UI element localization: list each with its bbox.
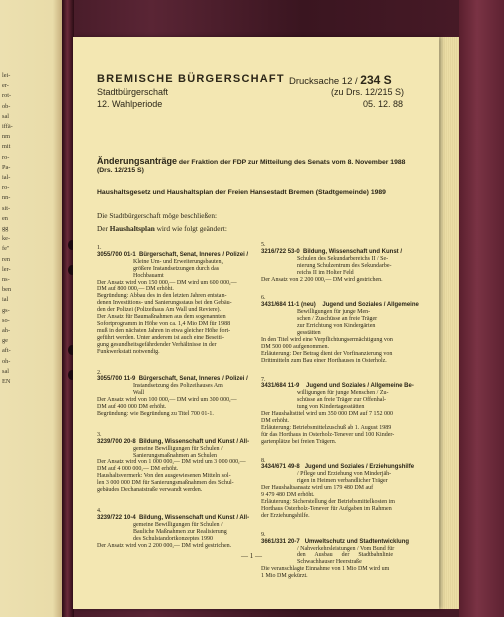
- item-number: 9.: [261, 531, 266, 538]
- item-text-line: reichs II im Holter Feld: [261, 269, 354, 276]
- item-text-line: 9 479 480 DM erhöht.: [261, 492, 315, 499]
- fragment-text: lei-: [2, 72, 11, 79]
- item-text-line: größere Instandsetzungen durch das: [97, 265, 220, 272]
- fragment-text: ial: [2, 296, 9, 304]
- item-number: 2.: [97, 369, 102, 376]
- item-text-line: den der Polizei (Polizeihaus Am Wall und Reviere).: [97, 307, 222, 314]
- fragment-text: er-: [2, 82, 9, 90]
- item-text-line: tung von Kindertagesstätten: [261, 404, 365, 411]
- legislative-period: 12. Wahlperiode: [97, 99, 163, 109]
- item-text-line: Funkwerkstatt notwendig.: [97, 348, 160, 355]
- item-text-line: gebäudes Dechanatstraße verwandt werden.: [97, 487, 203, 494]
- item-text-line: nierung Schulzentrum des Sekundarbe-: [261, 262, 392, 269]
- budget-title-line: 3055/700 11-9 Bürgerschaft, Senat, Inneres / Polizei /: [97, 376, 248, 383]
- binder-cover: [459, 0, 504, 617]
- document-page: [73, 37, 439, 609]
- item-number: 1.: [97, 245, 102, 251]
- item-number: 7.: [261, 376, 266, 383]
- chamber-name: Stadtbürgerschaft: [97, 87, 169, 97]
- item-text-line: Der Ansatz von 2 200 000,— DM wird gestrichen.: [261, 276, 383, 283]
- fragment-text: mit: [2, 143, 11, 151]
- right-column: [261, 242, 431, 580]
- item-text-line: DM auf 400 000 DM erhöht.: [97, 404, 167, 411]
- item-text-line: Sanierungsmaßnahmen an Schulen: [97, 452, 217, 459]
- item-text-line: Die veranschlagte Einnahme von 1 Mio DM wird um: [261, 566, 390, 573]
- page-stack-edge: [439, 37, 459, 609]
- budget-title-line: 3661/331 20-7 Umweltschutz und Stadtentwicklung: [261, 538, 410, 545]
- item-text-line: Bewilligungen für junge Men-: [261, 309, 371, 316]
- item-text-line: zur Errichtung von Kindergärten: [261, 323, 376, 330]
- item-text-line: Der Ansatz wird von 150 000,— DM wird um 600 000,—: [97, 279, 237, 286]
- item-text-line: Drittmitteln zum Bau einer Horthauses in Osterholz.: [261, 357, 387, 364]
- fragment-text: sal: [2, 367, 9, 375]
- item-number: 5.: [261, 242, 266, 248]
- section-gap: [97, 356, 259, 370]
- item-number: 3.: [97, 431, 102, 438]
- item-text-line: rigen in Heimen verbandlicher Träger: [261, 478, 388, 485]
- item-text-line: Der Ansatz wird von 100 000,— DM wird um 300 000,—: [97, 397, 237, 404]
- item-text-line: Schulen des Sekundarbereichs II / Se-: [261, 255, 389, 262]
- budget-title-line: 3055/700 01-1 Bürgerschaft, Senat, Inneres / Polizei /: [97, 251, 249, 258]
- reference: (zu Drs. 12/215 S): [331, 87, 405, 97]
- item-text-line: für das Horthaus in Osterholz-Tenever und 100 Kinder-: [261, 431, 395, 438]
- title-rest: der Fraktion der FDP zur Mitteilung des Senats vom 8. November 1988: [177, 159, 406, 166]
- fragment-text: so-: [2, 316, 10, 324]
- item-text-line: geführt werden. Unter anderem ist auch eine Beseiti-: [97, 334, 224, 341]
- fragment-text: oh-: [2, 357, 11, 365]
- fragment-text: ns-: [2, 276, 10, 283]
- fragment-text: ial-: [2, 174, 11, 181]
- item-text-line: DM auf 800 000,— DM erhöht.: [97, 286, 174, 293]
- item-text-line: Bauliche Maßnahmen zur Realisierung: [97, 528, 227, 535]
- item-text-line: den Ausbau der Stadtbahnlinie: [261, 552, 393, 559]
- item-text-line: Haushaltsvermerk: Von den ausgewiesenen Mitteln sol-: [97, 473, 231, 480]
- item-text-line: Begründung: Abbau des in den letzten Jahren entstan-: [97, 293, 227, 300]
- fragment-text: ro-: [2, 153, 10, 161]
- item-text-line: Der Ansatz wird von 2 200 000,— DM wird gestrichen.: [97, 542, 232, 549]
- section-gap: [261, 365, 431, 377]
- item-text-line: Erläuterung: Der Betrag dient der Vorfinanzierung von: [261, 350, 393, 357]
- item-text-line: Instandsetzung des Polizeihauses Am: [97, 383, 223, 390]
- item-text-line: der Erziehungshilfe.: [261, 512, 310, 519]
- previous-page-fragment: [0, 0, 66, 617]
- intro-suffix: wird wie folgt geändert:: [154, 224, 227, 233]
- document-title: [97, 156, 405, 166]
- item-text-line: DM 500 000 aufgenommen.: [261, 343, 329, 350]
- item-text-line: DM erhöht.: [261, 417, 289, 424]
- item-text-line: Der Ansatz für Baumaßnahmen aus dem sogenannten: [97, 314, 226, 321]
- fragment-text: ob-: [2, 102, 11, 110]
- budget-title-line: 3239/722 10-4 Bildung, Wissenschaft und Kunst / All-: [97, 514, 250, 521]
- item-text-line: schüsse an freie Träger zur Offenhal-: [261, 397, 387, 404]
- item-text-line: Horthaus Osterholz-Tenever für Aufgaben im Rahmen: [261, 505, 392, 512]
- item-text-line: Begründung: wie Begründung zu Titel 700 01-1.: [97, 410, 214, 417]
- fragment-text: ge: [2, 337, 8, 345]
- item-text-line: 1 Mio DM gekürzt.: [261, 573, 308, 580]
- item-text-line: gartenplätze bei freien Trägern.: [261, 438, 337, 445]
- item-text-line: gemeine Bewilligungen für Schulen /: [97, 521, 223, 528]
- item-text-line: gesstätten: [261, 329, 321, 336]
- budget-title-line: 3431/684 11-1 (neu) Jugend und Soziales / Allgemeine: [261, 302, 419, 309]
- left-column: [97, 245, 259, 549]
- item-text-line: Der Haushaltstitel wird um 350 000 DM auf 7 152 000: [261, 411, 393, 418]
- item-text-line: Erläuterung: Betriebsmittelzuschuß ab 1. August 1989: [261, 424, 392, 431]
- drucksache-prefix: Drucksache 12 /: [289, 76, 358, 87]
- section-gap: [261, 520, 431, 532]
- fragment-text: ah-: [2, 327, 11, 334]
- item-text-line: In den Titel wird eine Verpflichtungsermächtigung von: [261, 336, 393, 343]
- fragment-text: iffä-: [2, 123, 13, 130]
- item-text-line: denen Investitions- und Sanierungsstaus bei den Gebäu-: [97, 300, 232, 307]
- fragment-text: rot-: [2, 92, 12, 100]
- intro-prefix: Der: [97, 224, 110, 233]
- drucksache-label: [289, 73, 392, 87]
- item-text-line: gung gesundheitsgefährdender Verhältnisse in der: [97, 341, 217, 348]
- intro-amendment: [97, 224, 227, 233]
- section-gap: [261, 446, 431, 458]
- fragment-text: fe": [2, 245, 10, 253]
- fragment-text: nn-: [2, 194, 11, 202]
- budget-title-line: 3239/700 20-8 Bildung, Wissenschaft und Kunst / All-: [97, 438, 250, 445]
- fragment-text: sal: [2, 112, 9, 120]
- title-main: Änderungsanträge: [97, 156, 178, 166]
- fragment-text: gs-: [2, 306, 10, 314]
- item-number: 4.: [97, 508, 102, 514]
- item-text-line: Hochbauamt: [97, 272, 164, 279]
- intro-resolution: Die Stadtbürgerschaft möge beschließen:: [97, 211, 218, 220]
- fragment-text: EN: [2, 378, 11, 385]
- item-text-line: Sofortprogramm in Höhe von ca. 1,4 Mio DM für 1988: [97, 320, 231, 327]
- fragment-text: sit-: [2, 204, 11, 212]
- page-number: — 1 —: [241, 552, 262, 560]
- intro-bold: Haushaltsplan: [109, 224, 155, 233]
- item-text-line: schen / Zuschüsse an freie Träger: [261, 316, 378, 323]
- budget-title-line: 3434/671 49-8 Jugend und Soziales / Erziehungshilfe: [261, 464, 415, 471]
- item-text-line: DM auf 4 000 000,— DM erhöht.: [97, 466, 179, 473]
- org-name: BREMISCHE BÜRGERSCHAFT: [97, 73, 285, 85]
- section-gap: [261, 283, 431, 295]
- fragment-text: ke-: [2, 235, 11, 243]
- date: 05. 12. 88: [363, 99, 404, 109]
- title-reference: (Drs. 12/215 S): [97, 167, 144, 174]
- item-text-line: gemeine Bewilligungen für Schulen /: [97, 445, 223, 452]
- item-text-line: Schwachhauser Heerstraße: [261, 559, 362, 566]
- item-text-line: / Pflege und Erziehung von Minderjäh-: [261, 471, 392, 478]
- item-text-line: Kleine Um- und Erweiterungsbauten,: [97, 258, 223, 265]
- budget-title-line: 3216/722 53-0 Bildung, Wissenschaft und Kunst /: [261, 248, 402, 255]
- item-text-line: / Nahverkehrsleistungen / Vom Bund für: [261, 545, 395, 552]
- item-text-line: Der Haushaltsansatz wird um 179 480 DM auf: [261, 485, 374, 492]
- document-subtitle: Haushaltsgesetz und Haushaltsplan der Freien Hansestadt Bremen (Stadtgemeinde) 1989: [97, 189, 386, 196]
- item-number: 8.: [261, 457, 266, 464]
- item-text-line: Der Ansatz wird von 1 000 000,— DM wird um 3 000 000,—: [97, 459, 246, 466]
- fragment-text: ren: [2, 255, 11, 263]
- fragment-text: ler-: [2, 265, 11, 273]
- item-number: 6.: [261, 295, 266, 302]
- section-gap: [97, 418, 259, 432]
- fragment-text: ben: [2, 286, 12, 294]
- item-text-line: des Schulstandortkonzeptes 1990: [97, 535, 213, 542]
- fragment-text: aft-: [2, 347, 11, 355]
- drucksache-number: 234 S: [360, 73, 392, 87]
- fragment-text: en: [2, 214, 8, 222]
- budget-title-line: 3431/684 11-9 Jugend und Soziales / Allgemeine Be-: [261, 383, 414, 390]
- fragment-text: nm: [2, 133, 11, 141]
- item-text-line: willigungen für junge Menschen / Zu-: [261, 390, 389, 397]
- section-gap: [97, 494, 259, 508]
- fragment-text: Pa-: [2, 163, 11, 171]
- fragment-text: ro-: [2, 184, 10, 192]
- item-text-line: Wall: [97, 390, 145, 397]
- item-text-line: Erläuterung: Sicherstellung der Betriebsmittelkosten im: [261, 499, 395, 505]
- item-text-line: len 3 000 000 DM für Sanierungsmaßnahmen des Schul-: [97, 480, 234, 487]
- item-text-line: muß in den nächsten Jahren in etwa gleicher Höhe fort-: [97, 327, 231, 334]
- fragment-text: gg: [2, 225, 9, 232]
